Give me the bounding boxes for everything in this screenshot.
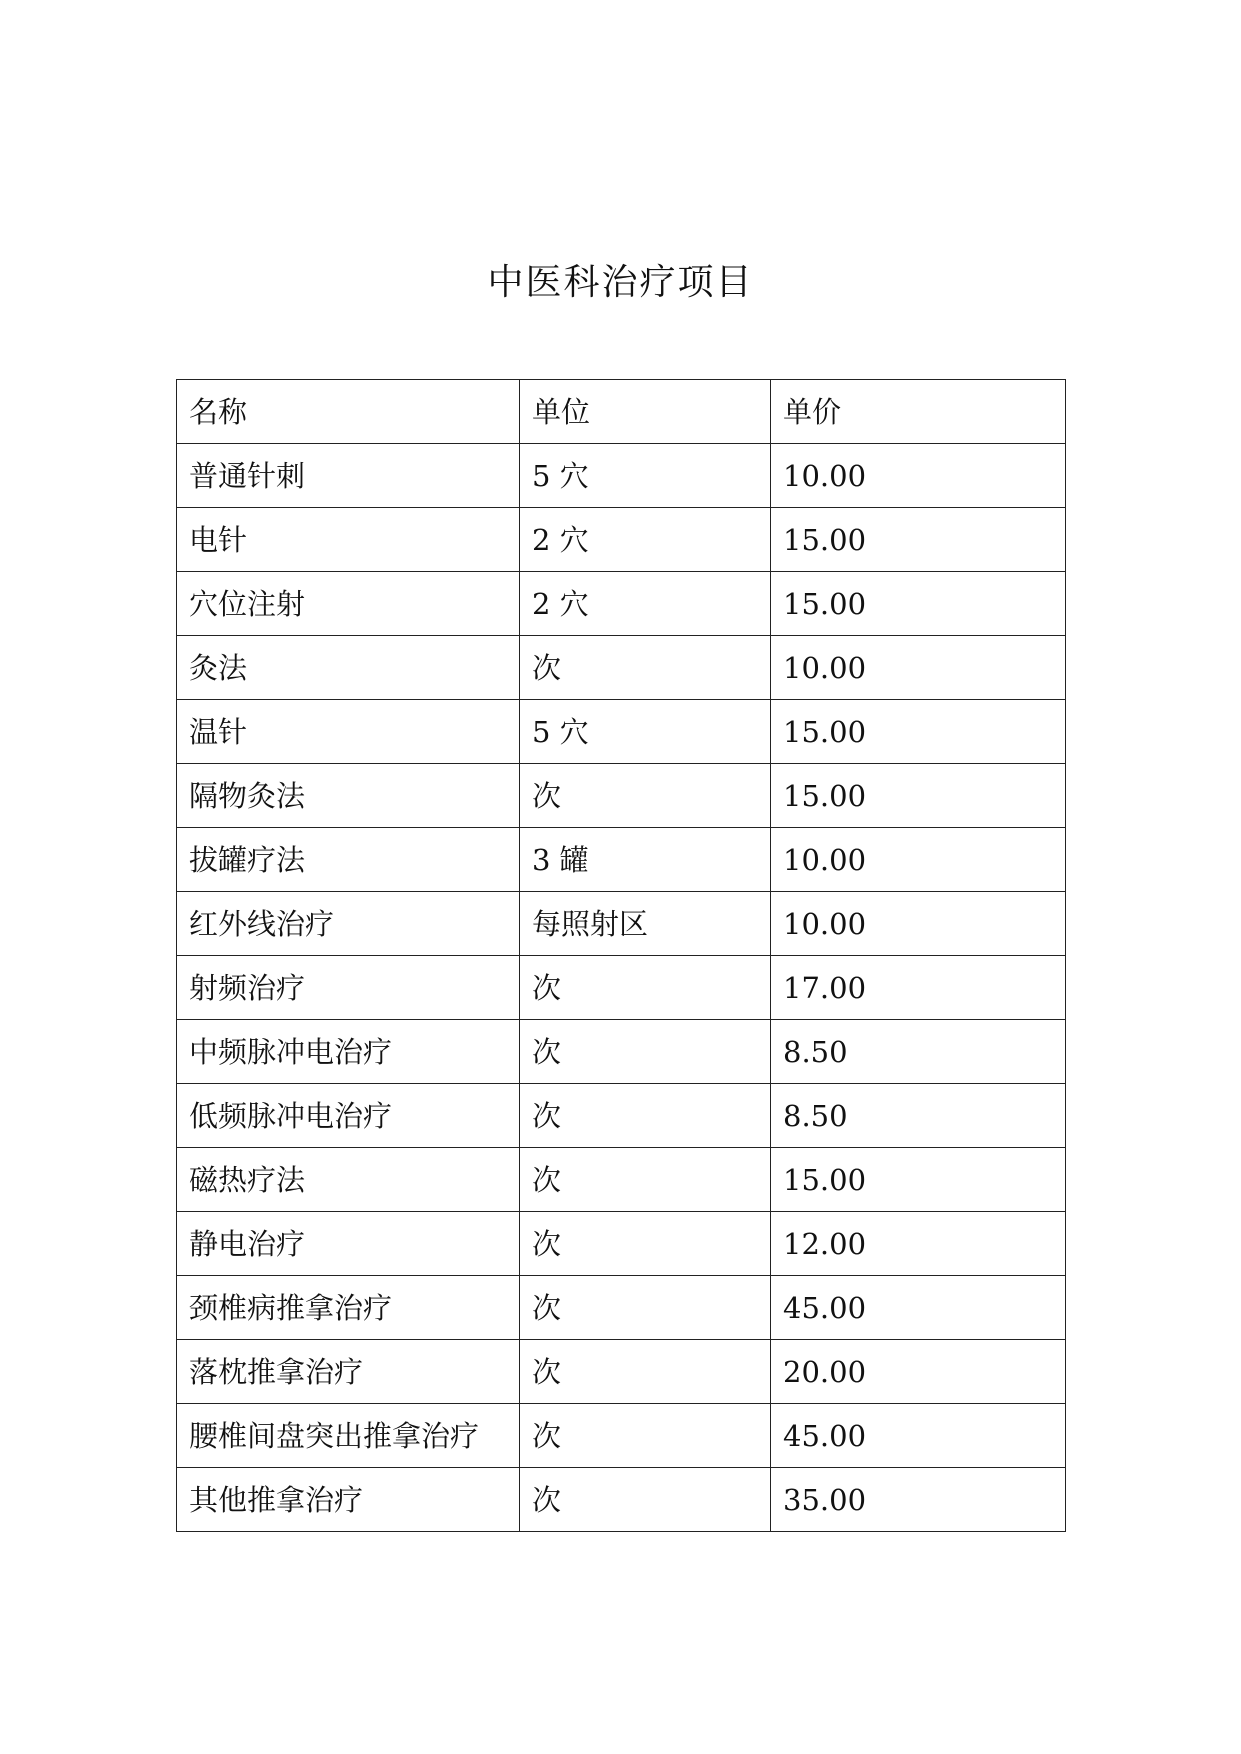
cell-unit: 次 — [520, 1276, 771, 1340]
cell-unit: 次 — [520, 1148, 771, 1212]
cell-name: 普通针刺 — [177, 444, 520, 508]
cell-name: 射频治疗 — [177, 956, 520, 1020]
cell-unit: 次 — [520, 1468, 771, 1532]
header-name: 名称 — [177, 380, 520, 444]
page-title: 中医科治疗项目 — [487, 262, 754, 303]
cell-price: 8.50 — [771, 1020, 1066, 1084]
treatment-price-table — [176, 379, 1066, 1532]
table-row — [177, 636, 1066, 700]
table-row — [177, 956, 1066, 1020]
table-row — [177, 1468, 1066, 1532]
table-row — [177, 764, 1066, 828]
cell-price: 15.00 — [771, 572, 1066, 636]
cell-unit: 次 — [520, 1404, 771, 1468]
cell-price: 45.00 — [771, 1404, 1066, 1468]
cell-price: 20.00 — [771, 1340, 1066, 1404]
cell-price: 45.00 — [771, 1276, 1066, 1340]
cell-unit: 次 — [520, 636, 771, 700]
cell-unit: 3 罐 — [520, 828, 771, 892]
table-row — [177, 1404, 1066, 1468]
cell-name: 中频脉冲电治疗 — [177, 1020, 520, 1084]
cell-price: 15.00 — [771, 700, 1066, 764]
cell-price: 35.00 — [771, 1468, 1066, 1532]
cell-price: 15.00 — [771, 1148, 1066, 1212]
cell-unit: 次 — [520, 956, 771, 1020]
cell-name: 低频脉冲电治疗 — [177, 1084, 520, 1148]
cell-name: 穴位注射 — [177, 572, 520, 636]
cell-unit: 2 穴 — [520, 508, 771, 572]
header-unit: 单位 — [520, 380, 771, 444]
header-price: 单价 — [771, 380, 1066, 444]
table-row — [177, 1020, 1066, 1084]
table-row — [177, 1212, 1066, 1276]
cell-name: 腰椎间盘突出推拿治疗 — [177, 1404, 520, 1468]
cell-name: 落枕推拿治疗 — [177, 1340, 520, 1404]
table-header-row — [177, 380, 1066, 444]
cell-unit: 次 — [520, 1084, 771, 1148]
cell-unit: 次 — [520, 1340, 771, 1404]
cell-unit: 次 — [520, 1020, 771, 1084]
cell-price: 12.00 — [771, 1212, 1066, 1276]
cell-price: 15.00 — [771, 764, 1066, 828]
cell-price: 10.00 — [771, 892, 1066, 956]
cell-name: 红外线治疗 — [177, 892, 520, 956]
cell-price: 10.00 — [771, 828, 1066, 892]
cell-name: 颈椎病推拿治疗 — [177, 1276, 520, 1340]
cell-unit: 2 穴 — [520, 572, 771, 636]
cell-unit: 次 — [520, 764, 771, 828]
cell-name: 静电治疗 — [177, 1212, 520, 1276]
cell-price: 15.00 — [771, 508, 1066, 572]
cell-name: 温针 — [177, 700, 520, 764]
cell-unit: 次 — [520, 1212, 771, 1276]
cell-unit: 5 穴 — [520, 700, 771, 764]
cell-name: 磁热疗法 — [177, 1148, 520, 1212]
cell-name: 灸法 — [177, 636, 520, 700]
table-row — [177, 508, 1066, 572]
table-row — [177, 444, 1066, 508]
cell-unit: 每照射区 — [520, 892, 771, 956]
table-row — [177, 572, 1066, 636]
cell-name: 其他推拿治疗 — [177, 1468, 520, 1532]
cell-name: 隔物灸法 — [177, 764, 520, 828]
table-row — [177, 1148, 1066, 1212]
table-row — [177, 700, 1066, 764]
cell-price: 10.00 — [771, 636, 1066, 700]
table-row — [177, 828, 1066, 892]
cell-price: 8.50 — [771, 1084, 1066, 1148]
table-row — [177, 1340, 1066, 1404]
table-row — [177, 1084, 1066, 1148]
cell-unit: 5 穴 — [520, 444, 771, 508]
table-row — [177, 892, 1066, 956]
cell-name: 电针 — [177, 508, 520, 572]
cell-price: 10.00 — [771, 444, 1066, 508]
cell-price: 17.00 — [771, 956, 1066, 1020]
cell-name: 拔罐疗法 — [177, 828, 520, 892]
table-row — [177, 1276, 1066, 1340]
